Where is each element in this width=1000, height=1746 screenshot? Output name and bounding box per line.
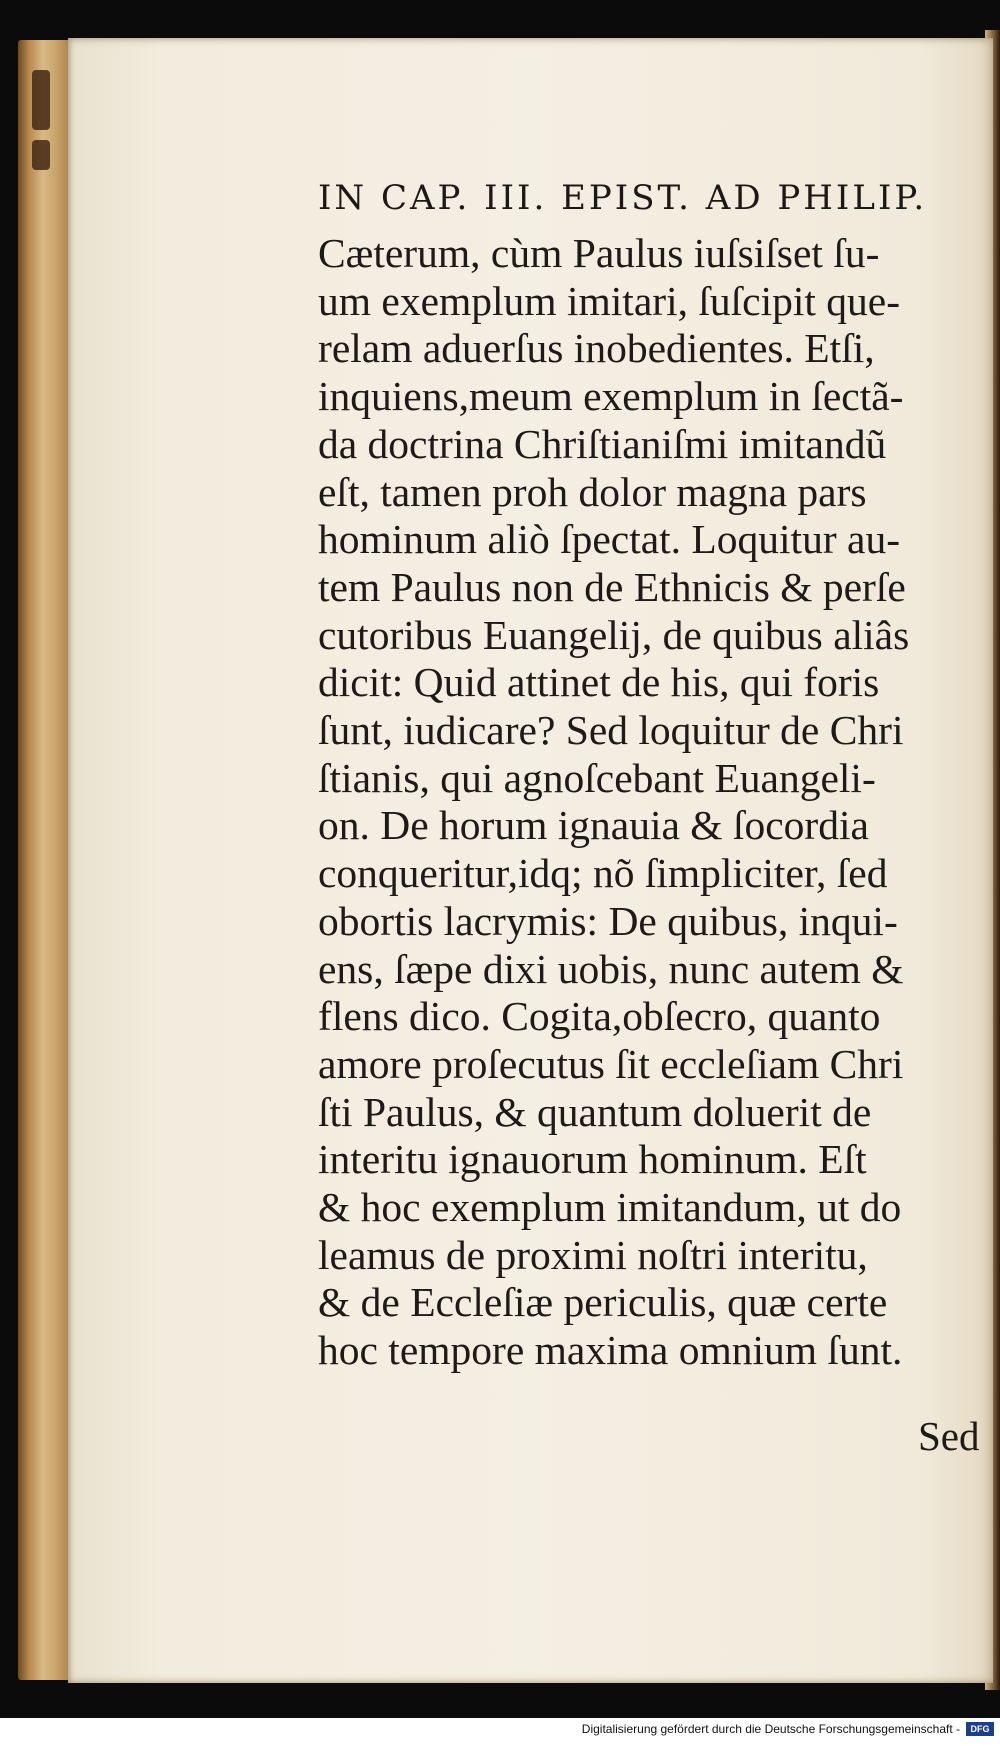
text-line: ſtianis, qui agnoſcebant Euangeli- — [318, 754, 876, 801]
text-line: inquiens,meum exemplum in ſectã- — [318, 373, 904, 420]
text-line: ſti Paulus, & quantum doluerit de — [318, 1088, 872, 1135]
text-line: da doctrina Chriſtianiſmi imitandũ — [318, 420, 887, 467]
text-line: conqueritur,idq; nõ ſimpliciter, ſed — [318, 850, 888, 897]
text-line: hominum aliò ſpectat. Loquitur au- — [318, 516, 901, 563]
text-line: flens dico. Cogita,obſecro, quanto — [318, 993, 881, 1040]
binding-stain — [32, 70, 50, 130]
text-line: on. De horum ignauia & ſocordia — [318, 802, 869, 849]
text-line: eſt, tamen proh dolor magna pars — [318, 468, 867, 515]
text-line: obortis lacrymis: De quibus, inqui- — [318, 897, 898, 944]
funding-credit: Digitalisierung gefördert durch die Deutsche Forschungsgemeinschaft - — [581, 1722, 960, 1736]
page-body-text — [318, 230, 986, 1375]
catchword: Sed — [918, 1413, 980, 1459]
text-line: ſunt, iudicare? Sed loquitur de Chri — [318, 707, 904, 754]
text-line: amore proſecutus ſit eccleſiam Chri — [318, 1040, 904, 1087]
text-line: leamus de proximi noſtri interitu, — [318, 1231, 868, 1278]
text-line: um exemplum imitari, ſuſcipit que- — [318, 277, 901, 324]
text-line: Cæterum, cùm Paulus iuſsiſset ſu- — [318, 230, 880, 276]
text-line: cutoribus Euangelij, de quibus aliâs — [318, 611, 910, 658]
text-line: ens, ſæpe dixi uobis, nunc autem & — [318, 945, 904, 992]
text-line: hoc tempore maxima omnium ſunt. — [318, 1327, 903, 1374]
running-header: IN CAP. III. EPIST. AD PHILIP. — [318, 178, 928, 218]
text-line: interitu ignauorum hominum. Eſt — [318, 1136, 867, 1183]
text-line: tem Paulus non de Ethnicis & perſe — [318, 563, 906, 610]
text-line: dicit: Quid attinet de his, qui foris — [318, 659, 880, 706]
text-line: & hoc exemplum imitandum, ut do — [318, 1184, 902, 1231]
text-line: relam aduerſus inobedientes. Etſi, — [318, 325, 875, 372]
binding-stain — [32, 140, 50, 170]
dfg-logo: DFG — [966, 1722, 994, 1736]
text-line: & de Eccleſiæ periculis, quæ certe — [318, 1279, 888, 1326]
